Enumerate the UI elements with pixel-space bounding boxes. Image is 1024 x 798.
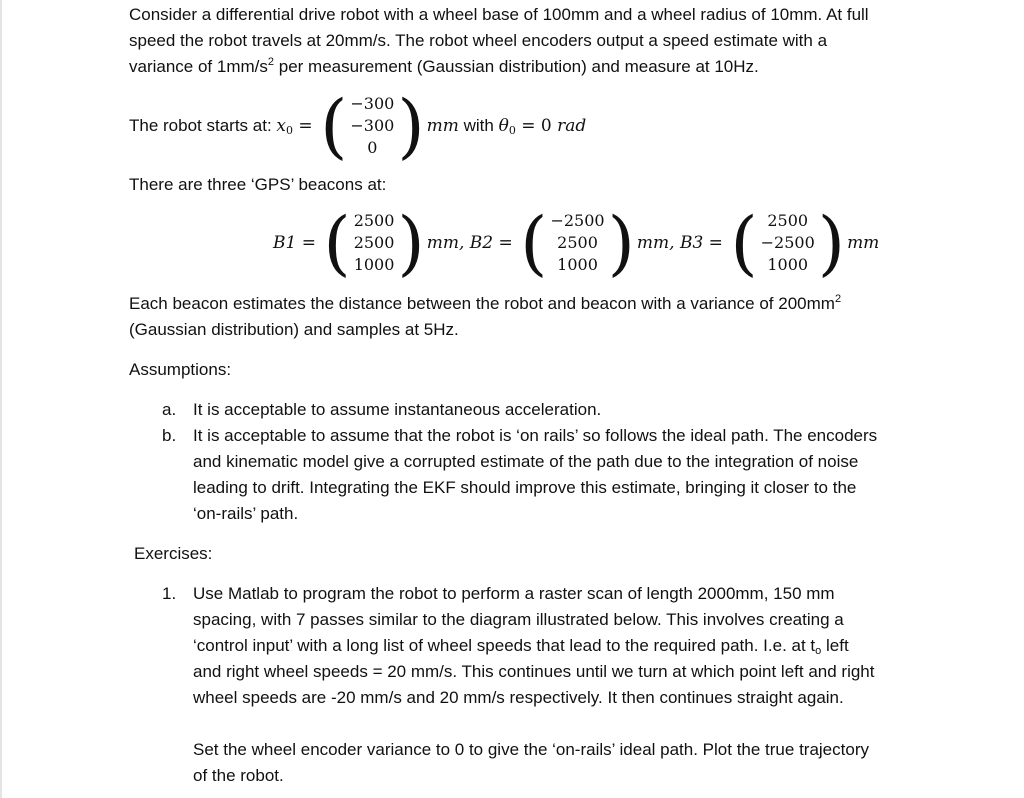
intro-line-3 [129, 54, 949, 80]
exercise-list [162, 581, 952, 789]
beacon-1-y: 2500 [353, 233, 395, 252]
beacon-3-vector [730, 202, 846, 284]
list-item-text: ‘on-rails’ path. [193, 504, 299, 523]
start-eq: = [293, 116, 319, 136]
intro-line-3-text: variance of 1mm/s [129, 57, 268, 76]
beacons-heading [129, 172, 949, 198]
theta-unit: rad [557, 116, 587, 136]
start-vector-z: 0 [367, 138, 378, 157]
exercise-line-3 [193, 633, 874, 659]
exercise-line-5: wheel speeds are -20 mm/s and 20 mm/s respectively. It then continues straight again. [193, 688, 844, 707]
beacon-1-vector [323, 202, 425, 284]
right-paren: ) [397, 202, 425, 284]
theta-symbol: θ [498, 116, 509, 136]
exercise-para2-line-1: Set the wheel encoder variance to 0 to give the ‘on-rails’ ideal path. Plot the true trajectory [193, 740, 869, 759]
exercise-line-3-tail: left [821, 636, 849, 655]
left-paren: ( [520, 202, 548, 284]
list-item-label: b. [162, 426, 177, 445]
exercise-line-1: Use Matlab to program the robot to perform a raster scan of length 2000mm, 150 mm [193, 584, 835, 603]
start-prefix: The robot starts at: [129, 116, 277, 135]
start-var-sub: 0 [286, 124, 293, 137]
intro-line-1: Consider a differential drive robot with a wheel base of 100mm and a wheel radius of 10mm. At full [129, 5, 869, 24]
right-paren: ) [607, 202, 635, 284]
beacon-variance-paragraph [129, 291, 949, 343]
start-vector [320, 85, 425, 167]
exercise-para2-line-2: of the robot. [193, 766, 284, 785]
start-unit: mm [426, 116, 459, 136]
start-var-x: x [276, 116, 286, 136]
beacon-2-label: B2 = [464, 233, 519, 253]
beacon-variance-text: Each beacon estimates the distance between the robot and beacon with a variance of 200mm [129, 294, 835, 313]
exercise-line-4: and right wheel speeds = 20 mm/s. This continues until we turn at which point left and right [193, 662, 875, 681]
beacon-variance-line-1 [129, 291, 949, 317]
page-left-edge [0, 0, 2, 798]
theta-eq: = 0 [515, 116, 558, 136]
exercises-heading-text: Exercises: [134, 544, 213, 563]
exercises-heading [134, 541, 954, 567]
beacon-2-z: 1000 [557, 255, 598, 274]
start-vector-y: −300 [350, 116, 395, 135]
beacon-3-y: −2500 [760, 233, 815, 252]
beacon-2-unit: mm, [636, 233, 675, 253]
theta-sub: 0 [508, 124, 516, 137]
beacon-3-label: B3 = [674, 233, 729, 253]
beacons-heading-text: There are three ‘GPS’ beacons at: [129, 175, 387, 194]
assumptions-heading-text: Assumptions: [129, 360, 232, 379]
exercise-line-2: spacing, with 7 passes similar to the diagram illustrated below. This involves creating a [193, 610, 844, 629]
start-vector-x: −300 [350, 94, 395, 113]
left-paren: ( [730, 202, 758, 284]
beacon-1-x: 2500 [353, 211, 395, 230]
list-item-text: and kinematic model give a corrupted estimate of the path due to the integration of noise [193, 452, 859, 471]
beacon-1-label: B1 = [273, 233, 322, 253]
beacon-2-x: −2500 [550, 211, 605, 230]
list-item-label: a. [162, 400, 177, 419]
list-item-text: leading to drift. Integrating the EKF should improve this estimate, bringing it closer to the [193, 478, 857, 497]
list-item-label: 1. [162, 584, 177, 603]
assumptions-list [162, 397, 952, 527]
beacon-1-z: 1000 [353, 255, 395, 274]
start-var [276, 116, 293, 136]
intro-paragraph [129, 2, 949, 80]
right-paren: ) [397, 85, 425, 167]
blank-line [193, 711, 874, 737]
beacon-3-x: 2500 [767, 211, 809, 230]
list-item [162, 581, 952, 789]
list-item [162, 423, 952, 527]
beacon-3-z: 1000 [767, 255, 809, 274]
start-theta [499, 116, 516, 136]
list-item-text: It is acceptable to assume instantaneous acceleration. [193, 400, 602, 419]
beacon-2-y: 2500 [557, 233, 598, 252]
start-equation [129, 85, 587, 167]
exercise-line-3-text: ‘control input’ with a long list of wheel speeds that lead to the required path. I.e. at t [193, 636, 816, 655]
left-paren: ( [323, 202, 351, 284]
beacon-3-unit: mm [847, 233, 880, 253]
list-item [162, 397, 952, 423]
list-item-text: It is acceptable to assume that the robot is ‘on rails’ so follows the ideal path. The encoders [193, 426, 878, 445]
beacon-2-vector [520, 202, 635, 284]
start-with: with [458, 116, 499, 135]
beacon-1-unit: mm, [426, 233, 465, 253]
beacon-variance-sup: 2 [834, 293, 842, 305]
beacon-variance-line-2: (Gaussian distribution) and samples at 5Hz. [129, 320, 459, 339]
intro-line-2: speed the robot travels at 20mm/s. The robot wheel encoders output a speed estimate with a [129, 31, 828, 50]
right-paren: ) [817, 202, 846, 284]
assumptions-heading [129, 357, 949, 383]
left-paren: ( [320, 85, 348, 167]
intro-line-3-tail: per measurement (Gaussian distribution) and measure at 10Hz. [274, 57, 759, 76]
beacons-equation [273, 202, 880, 284]
t-subscript: o [815, 645, 822, 657]
intro-superscript: 2 [267, 56, 275, 68]
